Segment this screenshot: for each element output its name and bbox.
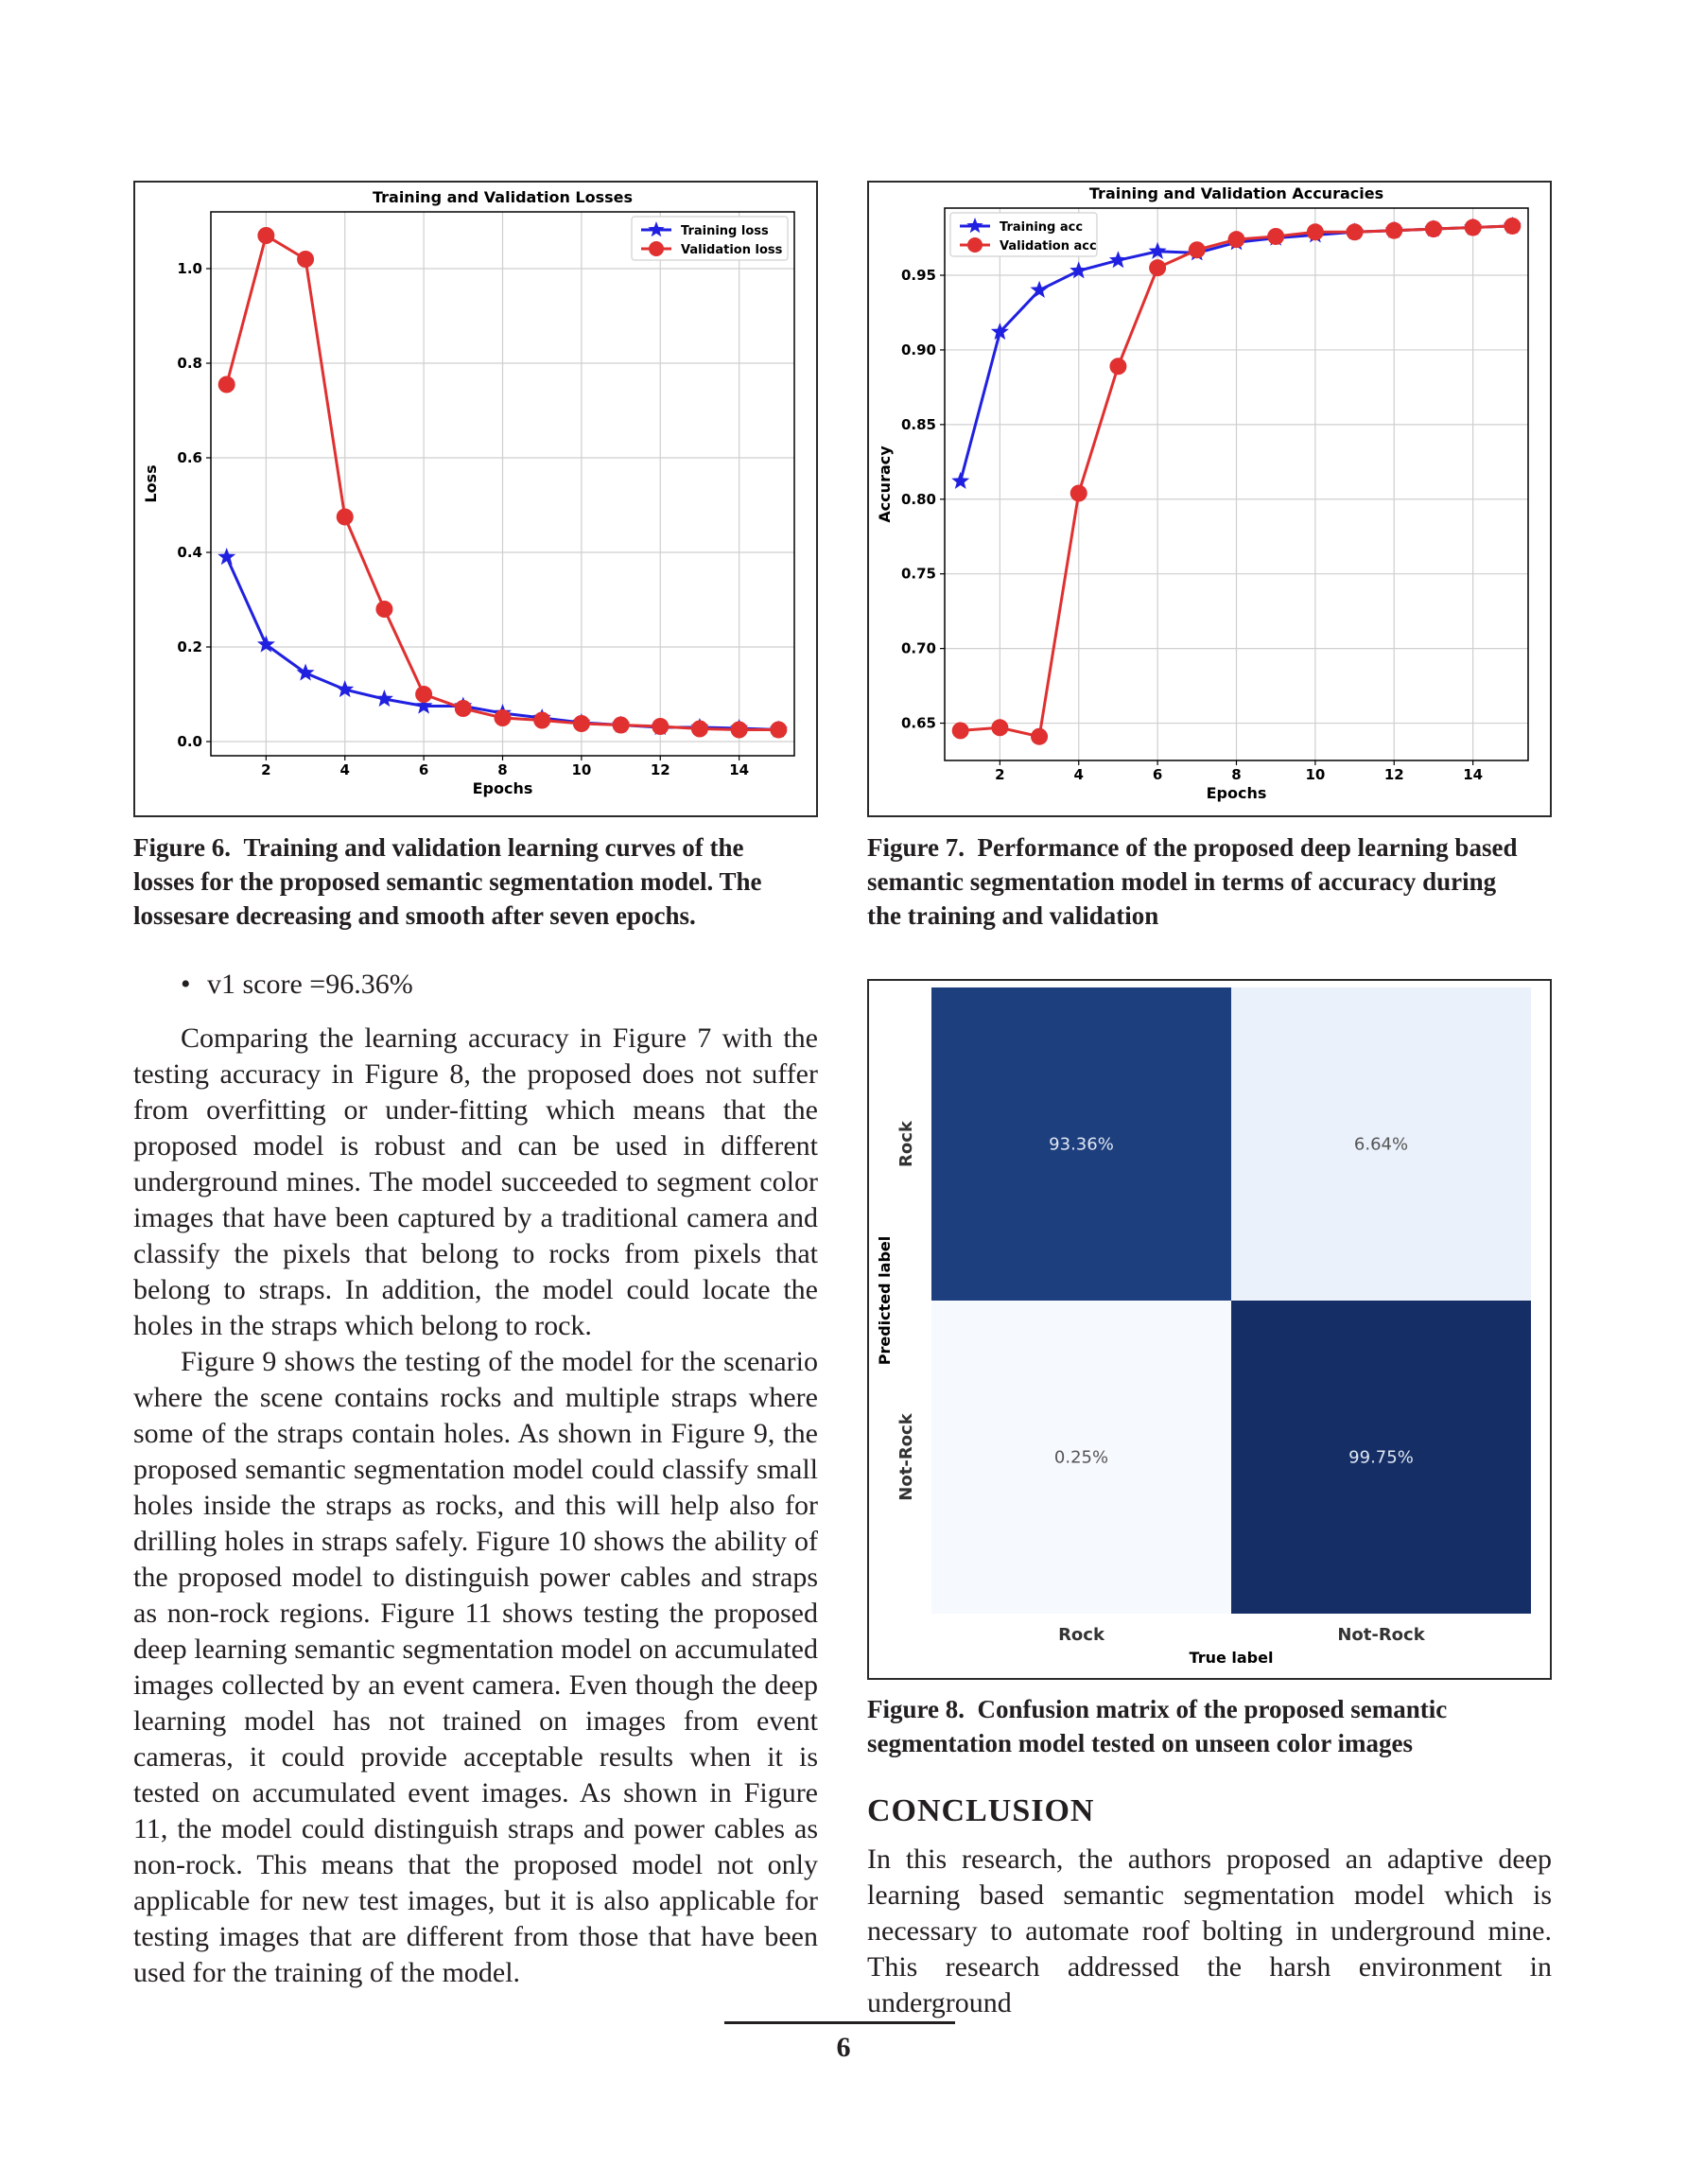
- loss-x-tick-label: 2: [261, 761, 271, 778]
- figure-7-caption-line: the training and validation: [867, 901, 1159, 930]
- confusion-y-tick-label: Not-Rock: [896, 1413, 916, 1501]
- loss-x-tick-label: 6: [418, 761, 429, 778]
- loss-x-tick-label: 14: [729, 761, 750, 778]
- acc-x-tick-label: 8: [1231, 766, 1242, 783]
- acc-x-tick-label: 4: [1073, 766, 1084, 783]
- loss-legend-validation-loss-marker: [649, 241, 664, 256]
- acc-validation-acc-point: [1307, 223, 1324, 240]
- figure-7-prefix: Figure 7.: [867, 833, 965, 862]
- acc-validation-acc-point: [1031, 728, 1048, 745]
- acc-y-tick-label: 0.75: [900, 565, 936, 583]
- acc-validation-acc-point: [1465, 219, 1482, 236]
- body-paragraph-1: Comparing the learning accuracy in Figure 7 with the testing accuracy in Figure 8, the proposed does not suffer from overfitting or under-fitting which means that the proposed model is robust and can be used in different underground mines. The model succeeded to segment color images that have been captured by a traditional camera and classify the pixels that belong to rocks from pixels that belong to straps. In addition, the model could locate the holes in the straps which belong to rock.: [133, 1022, 818, 1341]
- loss-legend-training-loss-label: Training loss: [681, 224, 769, 238]
- figure-7-caption-line: Performance of the proposed deep learning based: [977, 833, 1518, 862]
- confusion-matrix-svg: [869, 981, 1550, 1678]
- confusion-x-tick-label: Not-Rock: [1337, 1625, 1425, 1645]
- loss-chart-svg: [135, 183, 816, 815]
- acc-validation-acc-point: [1425, 220, 1442, 237]
- loss-validation-loss-point: [337, 509, 354, 526]
- left-column-body: [133, 1021, 818, 1991]
- loss-validation-loss-point: [415, 686, 432, 703]
- loss-validation-loss-point: [297, 251, 314, 268]
- loss-validation-loss-point: [375, 601, 392, 618]
- figure-8-confusion-matrix: [867, 979, 1552, 1680]
- accuracy-chart-svg: [869, 183, 1550, 815]
- conclusion-body: [867, 1842, 1552, 2021]
- confusion-y-axis-label: Predicted label: [876, 1235, 894, 1366]
- loss-validation-loss-point: [218, 376, 235, 393]
- acc-y-axis-label: Accuracy: [876, 446, 894, 523]
- acc-validation-acc-point: [1149, 259, 1166, 276]
- figure-7-accuracy-chart: [867, 181, 1552, 817]
- figure-6-loss-chart: [133, 181, 818, 817]
- acc-title: Training and Validation Accuracies: [1088, 184, 1384, 202]
- loss-validation-loss-point: [257, 227, 274, 244]
- loss-validation-loss-point: [533, 712, 550, 729]
- body-paragraph-2: Figure 9 shows the testing of the model for the scenario where the scene contains rocks and multiple straps where some of the straps contain holes. As shown in Figure 9, the proposed semantic segmentation model could classify small holes inside the straps as rocks, and this will help also for drilling holes in straps safely. Figure 10 shows the ability of the proposed model to distinguish power cables and straps as non-rock regions. Figure 11 shows testing the proposed deep learning semantic segmentation model on accumulated images collected by an event camera. Even though the deep learning model has not trained on images from event cameras, it could provide acceptable results when it is tested on accumulated event images. As shown in Figure 11, the model could distinguish straps and power cables as non-rock. This means that the proposed model not only applicable for new test images, but it is also applicable for testing images that are different from those that have been used for the training of the model.: [133, 1346, 818, 1988]
- figure-6-caption-line: losses for the proposed semantic segmentation model. The: [133, 867, 762, 896]
- loss-validation-loss-point: [573, 715, 590, 732]
- acc-legend-validation-acc-marker: [967, 237, 983, 253]
- acc-y-tick-label: 0.90: [900, 341, 936, 358]
- acc-x-tick-label: 12: [1383, 766, 1404, 783]
- acc-validation-acc-point: [1070, 484, 1087, 501]
- loss-y-tick-label: 0.2: [177, 638, 202, 655]
- loss-x-tick-label: 4: [339, 761, 350, 778]
- loss-y-tick-label: 0.8: [177, 355, 202, 372]
- acc-x-tick-label: 14: [1463, 766, 1484, 783]
- loss-x-tick-label: 12: [650, 761, 670, 778]
- loss-validation-loss-point: [770, 722, 787, 739]
- confusion-x-tick-label: Rock: [1058, 1625, 1104, 1645]
- acc-training-acc-point: [1109, 251, 1127, 268]
- conclusion-paragraph: In this research, the authors proposed an adaptive deep learning based semantic segmentation model which is necessary to automate roof bolting in underground mine. This research addressed the harsh environment in underground: [867, 1843, 1552, 2018]
- figure-8-prefix: Figure 8.: [867, 1695, 965, 1723]
- figure-6-prefix: Figure 6.: [133, 833, 231, 862]
- loss-y-tick-label: 0.0: [177, 733, 202, 750]
- loss-x-tick-label: 10: [571, 761, 592, 778]
- footer-rule: [724, 2021, 955, 2024]
- figure-7-caption: [867, 830, 1557, 933]
- loss-x-tick-label: 8: [497, 761, 508, 778]
- acc-validation-acc-point: [1228, 231, 1245, 248]
- loss-y-tick-label: 1.0: [177, 260, 202, 277]
- confusion-cell-value: 0.25%: [1053, 1447, 1109, 1468]
- v1-score-bullet: [181, 967, 413, 1003]
- acc-training-acc-point: [951, 472, 969, 489]
- loss-validation-loss-point: [691, 721, 708, 738]
- acc-validation-acc-point: [1267, 228, 1284, 245]
- conclusion-heading: CONCLUSION: [867, 1793, 1095, 1828]
- loss-training-loss-point: [217, 548, 235, 565]
- acc-validation-acc-point: [952, 722, 969, 739]
- acc-x-axis-label: Epochs: [1206, 784, 1267, 802]
- loss-validation-loss-point: [613, 717, 630, 734]
- confusion-cell-value: 6.64%: [1353, 1134, 1409, 1155]
- loss-validation-loss-point: [455, 700, 472, 717]
- acc-x-tick-label: 6: [1152, 766, 1163, 783]
- loss-y-tick-label: 0.6: [177, 449, 202, 466]
- bullet-dot: •: [181, 969, 191, 1000]
- figure-8-caption-line: Confusion matrix of the proposed semantic: [977, 1695, 1448, 1723]
- loss-y-tick-label: 0.4: [177, 544, 202, 561]
- acc-validation-acc-point: [1189, 241, 1206, 258]
- confusion-cell-value: 93.36%: [1049, 1134, 1114, 1155]
- acc-legend-validation-acc-label: Validation acc: [1000, 239, 1097, 253]
- loss-training-loss-point: [375, 690, 393, 707]
- figure-6-caption-line: lossesare decreasing and smooth after seven epochs.: [133, 901, 696, 930]
- loss-legend-validation-loss-label: Validation loss: [681, 243, 783, 257]
- acc-x-tick-label: 2: [995, 766, 1005, 783]
- acc-y-tick-label: 0.85: [900, 415, 936, 433]
- loss-x-axis-label: Epochs: [472, 779, 533, 797]
- loss-validation-loss-point: [652, 718, 669, 735]
- confusion-cell-value: 99.75%: [1348, 1447, 1414, 1468]
- figure-8-caption: [867, 1692, 1557, 1760]
- acc-legend-training-acc-label: Training acc: [1000, 220, 1084, 235]
- acc-validation-acc-point: [1109, 358, 1126, 375]
- acc-x-tick-label: 10: [1305, 766, 1326, 783]
- page-number: 6: [836, 2032, 851, 2063]
- acc-y-tick-label: 0.95: [900, 267, 936, 285]
- confusion-x-axis-label: True label: [1189, 1649, 1274, 1667]
- loss-y-axis-label: Loss: [142, 464, 160, 503]
- acc-validation-acc-point: [1385, 222, 1402, 239]
- figure-6-caption-line: Training and validation learning curves of the: [243, 833, 744, 862]
- confusion-y-tick-label: Rock: [896, 1121, 916, 1167]
- loss-title: Training and Validation Losses: [372, 188, 634, 206]
- loss-validation-loss-point: [495, 709, 512, 726]
- figure-7-caption-line: semantic segmentation model in terms of accuracy during: [867, 867, 1497, 896]
- acc-validation-acc-point: [1504, 218, 1521, 235]
- acc-y-tick-label: 0.70: [900, 639, 936, 657]
- acc-validation-acc-point: [1347, 223, 1364, 240]
- loss-validation-loss-point: [731, 722, 748, 739]
- acc-validation-acc-point: [991, 719, 1008, 736]
- figure-6-caption: [133, 830, 824, 933]
- v1-score-text: v1 score =96.36%: [207, 969, 413, 1000]
- acc-y-tick-label: 0.80: [900, 490, 936, 508]
- acc-y-tick-label: 0.65: [900, 714, 936, 732]
- figure-8-caption-line: segmentation model tested on unseen color images: [867, 1729, 1413, 1757]
- loss-training-loss-point: [297, 664, 315, 681]
